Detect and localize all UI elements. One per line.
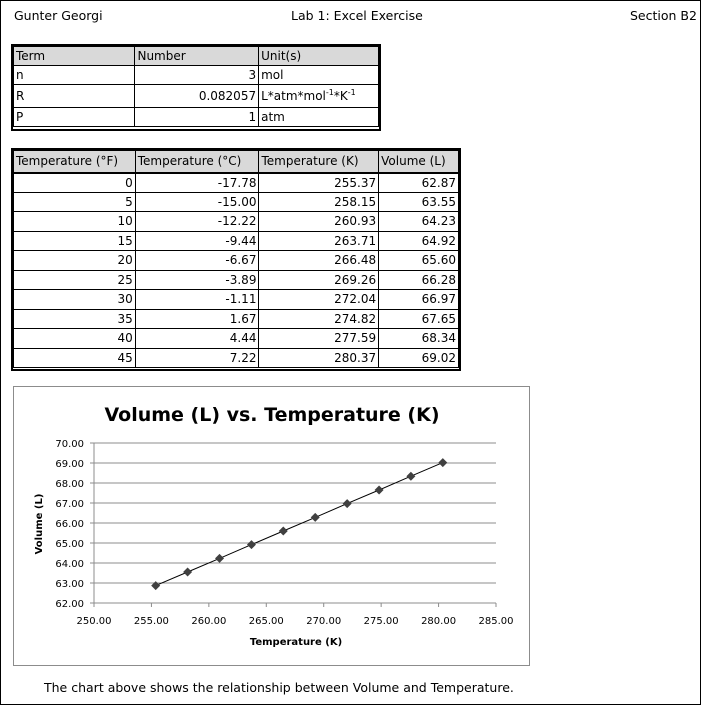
- table-row: [14, 251, 459, 271]
- data-point: [183, 568, 192, 577]
- x-tick-label: 280.00: [421, 616, 457, 627]
- x-tick-label: 265.00: [248, 616, 284, 627]
- terms-header-row: [14, 47, 379, 66]
- table-row: [14, 173, 459, 193]
- x-tick-label: 270.00: [306, 616, 342, 627]
- celsius-cell: -6.67: [135, 251, 259, 271]
- x-axis-label: Temperature (K): [249, 637, 343, 648]
- fahrenheit-cell: 5: [14, 192, 136, 212]
- x-tick-label: 285.00: [478, 616, 514, 627]
- table-row: [14, 212, 459, 232]
- y-tick-label: 66.00: [55, 519, 84, 530]
- unit-cell: $L*atm*mol^{-1}*K^{-1}$: [259, 85, 379, 108]
- y-tick-label: 63.00: [55, 579, 84, 590]
- data-point: [375, 486, 384, 495]
- kelvin-cell: 272.04: [259, 290, 379, 310]
- y-tick-label: 65.00: [55, 539, 84, 550]
- volume-cell: 63.55: [379, 192, 459, 212]
- chart-title: Volume (L) vs. Temperature (K): [104, 404, 440, 426]
- kelvin-cell: 258.15: [259, 192, 379, 212]
- unit-cell: atm: [259, 108, 379, 127]
- table-row: [14, 329, 459, 349]
- header-section: Section B2: [630, 8, 697, 23]
- term-cell: R: [14, 85, 135, 108]
- terms-row-r: [14, 85, 379, 108]
- celsius-cell: -3.89: [135, 270, 259, 290]
- y-tick-label: 64.00: [55, 559, 84, 570]
- x-tick-label: 250.00: [76, 616, 112, 627]
- x-tick-label: 260.00: [191, 616, 227, 627]
- celsius-cell: -12.22: [135, 212, 259, 232]
- fahrenheit-cell: 40: [14, 329, 136, 349]
- header-author: Gunter Georgi: [14, 8, 103, 23]
- data-point: [215, 554, 224, 563]
- chart-area: [13, 386, 530, 666]
- data-point: [151, 581, 160, 590]
- volume-cell: 64.23: [379, 212, 459, 232]
- series-line: [156, 463, 443, 586]
- header-kelvin: Temperature (K): [259, 151, 379, 173]
- table-row: [14, 309, 459, 329]
- unit-exponent: -1: [325, 88, 334, 97]
- x-tick-label: 275.00: [363, 616, 399, 627]
- y-tick-label: 70.00: [55, 439, 84, 450]
- table-row: [14, 231, 459, 251]
- data-point: [279, 527, 288, 536]
- temperature-table: [13, 150, 459, 368]
- kelvin-cell: 263.71: [259, 231, 379, 251]
- y-tick-label: 68.00: [55, 479, 84, 490]
- data-point: [311, 513, 320, 522]
- kelvin-cell: 277.59: [259, 329, 379, 349]
- header-celsius: Temperature (°C): [135, 151, 259, 173]
- fahrenheit-cell: 25: [14, 270, 136, 290]
- term-cell: n: [14, 66, 135, 85]
- fahrenheit-cell: 15: [14, 231, 136, 251]
- fahrenheit-cell: 45: [14, 348, 136, 368]
- celsius-cell: 7.22: [135, 348, 259, 368]
- kelvin-cell: 280.37: [259, 348, 379, 368]
- terms-row-p: [14, 108, 379, 127]
- y-tick-label: 62.00: [55, 599, 84, 610]
- data-point: [343, 499, 352, 508]
- y-tick-label: 67.00: [55, 499, 84, 510]
- data-point: [247, 540, 256, 549]
- volume-cell: 67.65: [379, 309, 459, 329]
- terms-header-term: Term: [14, 47, 135, 66]
- celsius-cell: 1.67: [135, 309, 259, 329]
- celsius-cell: -15.00: [135, 192, 259, 212]
- unit-cell: mol: [259, 66, 379, 85]
- volume-cell: 65.60: [379, 251, 459, 271]
- volume-cell: 66.97: [379, 290, 459, 310]
- terms-header-units: Unit(s): [259, 47, 379, 66]
- terms-row-n: [14, 66, 379, 85]
- temperature-table-body: [14, 173, 459, 368]
- kelvin-cell: 269.26: [259, 270, 379, 290]
- chart-caption: The chart above shows the relationship between Volume and Temperature.: [44, 680, 514, 695]
- kelvin-cell: 266.48: [259, 251, 379, 271]
- volume-cell: 66.28: [379, 270, 459, 290]
- celsius-cell: -9.44: [135, 231, 259, 251]
- terms-header-number: Number: [135, 47, 259, 66]
- table-row: [14, 348, 459, 368]
- fahrenheit-cell: 35: [14, 309, 136, 329]
- volume-cell: 62.87: [379, 173, 459, 193]
- header-fahrenheit: Temperature (°F): [14, 151, 136, 173]
- kelvin-cell: 255.37: [259, 173, 379, 193]
- celsius-cell: -17.78: [135, 173, 259, 193]
- fahrenheit-cell: 10: [14, 212, 136, 232]
- number-cell: 1: [135, 108, 259, 127]
- kelvin-cell: 260.93: [259, 212, 379, 232]
- terms-table: [13, 46, 379, 127]
- fahrenheit-cell: 30: [14, 290, 136, 310]
- kelvin-cell: 274.82: [259, 309, 379, 329]
- table-row: [14, 270, 459, 290]
- celsius-cell: 4.44: [135, 329, 259, 349]
- temperature-header-row: [14, 151, 459, 173]
- number-cell: 0.082057: [135, 85, 259, 108]
- y-tick-label: 69.00: [55, 459, 84, 470]
- term-cell: P: [14, 108, 135, 127]
- table-row: [14, 192, 459, 212]
- unit-exponent: -1: [347, 88, 356, 97]
- y-axis-label: Volume (L): [34, 493, 45, 555]
- fahrenheit-cell: 20: [14, 251, 136, 271]
- number-cell: 3: [135, 66, 259, 85]
- header-volume: Volume (L): [379, 151, 459, 173]
- data-point: [438, 458, 447, 467]
- data-point: [406, 472, 415, 481]
- x-tick-label: 255.00: [133, 616, 169, 627]
- volume-cell: 64.92: [379, 231, 459, 251]
- volume-temperature-chart: [14, 387, 529, 665]
- fahrenheit-cell: 0: [14, 173, 136, 193]
- celsius-cell: -1.11: [135, 290, 259, 310]
- volume-cell: 68.34: [379, 329, 459, 349]
- header-title: Lab 1: Excel Exercise: [291, 8, 423, 23]
- volume-cell: 69.02: [379, 348, 459, 368]
- table-row: [14, 290, 459, 310]
